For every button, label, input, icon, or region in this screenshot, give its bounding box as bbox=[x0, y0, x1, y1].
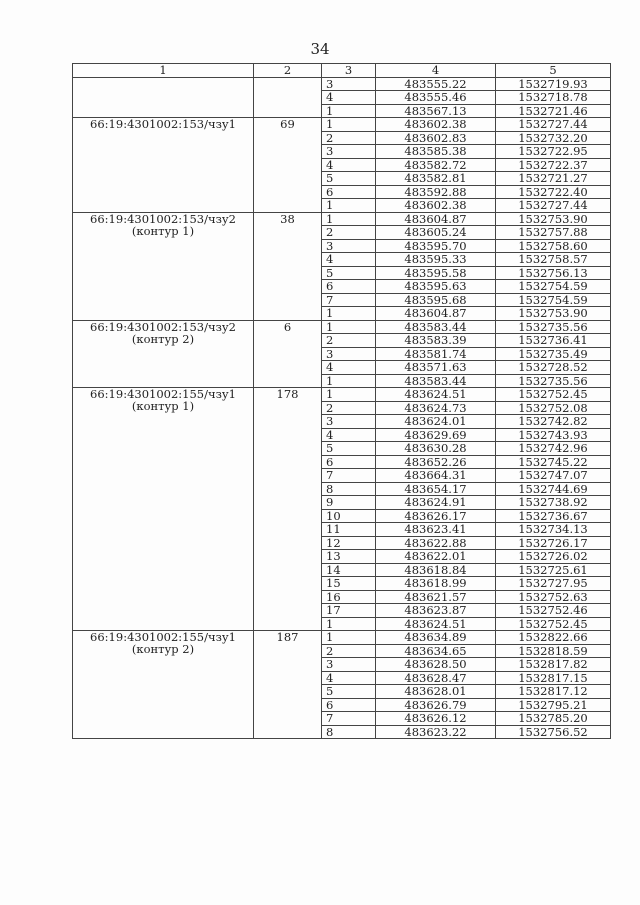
table-body bbox=[73, 77, 611, 739]
coord-x: 483623.41 bbox=[376, 523, 496, 537]
coord-y: 1532722.95 bbox=[496, 145, 611, 159]
coord-x: 483605.24 bbox=[376, 226, 496, 240]
coord-x: 483595.58 bbox=[376, 266, 496, 280]
coord-y: 1532727.44 bbox=[496, 118, 611, 132]
coord-y: 1532752.45 bbox=[496, 388, 611, 402]
point-number: 8 bbox=[322, 482, 376, 496]
coord-x: 483628.47 bbox=[376, 671, 496, 685]
coord-y: 1532742.96 bbox=[496, 442, 611, 456]
coord-y: 1532818.59 bbox=[496, 644, 611, 658]
coord-x: 483652.26 bbox=[376, 455, 496, 469]
coord-x: 483623.87 bbox=[376, 604, 496, 618]
point-number: 6 bbox=[322, 185, 376, 199]
coord-x: 483626.17 bbox=[376, 509, 496, 523]
coord-x: 483618.84 bbox=[376, 563, 496, 577]
point-number: 5 bbox=[322, 685, 376, 699]
coord-x: 483555.46 bbox=[376, 91, 496, 105]
parcel-id: 66:19:4301002:155/чзу1 bbox=[90, 630, 236, 644]
coord-y: 1532752.45 bbox=[496, 617, 611, 631]
coord-y: 1532728.52 bbox=[496, 361, 611, 375]
point-number: 1 bbox=[322, 617, 376, 631]
coord-x: 483592.88 bbox=[376, 185, 496, 199]
coord-x: 483634.89 bbox=[376, 631, 496, 645]
point-number: 6 bbox=[322, 698, 376, 712]
coord-x: 483582.72 bbox=[376, 158, 496, 172]
coord-x: 483595.68 bbox=[376, 293, 496, 307]
point-number: 11 bbox=[322, 523, 376, 537]
parcel-id: 66:19:4301002:153/чзу2 bbox=[90, 212, 236, 226]
point-number: 15 bbox=[322, 577, 376, 591]
coord-x: 483595.70 bbox=[376, 239, 496, 253]
point-number: 6 bbox=[322, 455, 376, 469]
coord-x: 483595.33 bbox=[376, 253, 496, 267]
point-number: 7 bbox=[322, 293, 376, 307]
coord-y: 1532736.67 bbox=[496, 509, 611, 523]
point-number: 1 bbox=[322, 199, 376, 213]
point-number: 2 bbox=[322, 226, 376, 240]
coord-y: 1532738.92 bbox=[496, 496, 611, 510]
coord-x: 483581.74 bbox=[376, 347, 496, 361]
point-number: 4 bbox=[322, 253, 376, 267]
coord-y: 1532752.46 bbox=[496, 604, 611, 618]
point-number: 12 bbox=[322, 536, 376, 550]
coord-y: 1532758.60 bbox=[496, 239, 611, 253]
coord-x: 483604.87 bbox=[376, 307, 496, 321]
coord-x: 483582.81 bbox=[376, 172, 496, 186]
coord-x: 483624.51 bbox=[376, 388, 496, 402]
point-number: 16 bbox=[322, 590, 376, 604]
coord-x: 483583.44 bbox=[376, 320, 496, 334]
point-number: 4 bbox=[322, 158, 376, 172]
point-number: 2 bbox=[322, 401, 376, 415]
column-header: 5 bbox=[496, 64, 611, 78]
point-number: 1 bbox=[322, 212, 376, 226]
parcel-id-cell bbox=[73, 631, 254, 739]
point-number: 2 bbox=[322, 131, 376, 145]
parcel-area bbox=[254, 77, 322, 118]
coord-x: 483618.99 bbox=[376, 577, 496, 591]
coord-y: 1532745.22 bbox=[496, 455, 611, 469]
coord-y: 1532735.56 bbox=[496, 374, 611, 388]
coord-y: 1532817.15 bbox=[496, 671, 611, 685]
coord-x: 483624.73 bbox=[376, 401, 496, 415]
coord-x: 483629.69 bbox=[376, 428, 496, 442]
coord-x: 483628.50 bbox=[376, 658, 496, 672]
coord-x: 483595.63 bbox=[376, 280, 496, 294]
coord-x: 483624.01 bbox=[376, 415, 496, 429]
coord-y: 1532752.08 bbox=[496, 401, 611, 415]
coord-x: 483585.38 bbox=[376, 145, 496, 159]
coord-y: 1532795.21 bbox=[496, 698, 611, 712]
coord-x: 483602.38 bbox=[376, 118, 496, 132]
coord-x: 483583.44 bbox=[376, 374, 496, 388]
coord-x: 483602.38 bbox=[376, 199, 496, 213]
coord-y: 1532736.41 bbox=[496, 334, 611, 348]
parcel-area: 38 bbox=[254, 212, 322, 320]
coord-x: 483555.22 bbox=[376, 77, 496, 91]
parcel-contour: (контур 2) bbox=[131, 642, 195, 656]
point-number: 3 bbox=[322, 239, 376, 253]
coord-x: 483602.83 bbox=[376, 131, 496, 145]
coord-y: 1532754.59 bbox=[496, 293, 611, 307]
point-number: 7 bbox=[322, 712, 376, 726]
point-number: 4 bbox=[322, 671, 376, 685]
coord-y: 1532725.61 bbox=[496, 563, 611, 577]
parcel-id-cell bbox=[73, 212, 254, 320]
coord-y: 1532752.63 bbox=[496, 590, 611, 604]
coord-x: 483626.12 bbox=[376, 712, 496, 726]
coord-x: 483621.57 bbox=[376, 590, 496, 604]
table-row bbox=[73, 77, 611, 91]
coord-y: 1532721.46 bbox=[496, 104, 611, 118]
coord-y: 1532817.82 bbox=[496, 658, 611, 672]
point-number: 17 bbox=[322, 604, 376, 618]
column-header: 2 bbox=[254, 64, 322, 78]
point-number: 3 bbox=[322, 415, 376, 429]
parcel-id: 66:19:4301002:153/чзу1 bbox=[90, 117, 236, 131]
column-header: 4 bbox=[376, 64, 496, 78]
table-row bbox=[73, 320, 611, 334]
point-number: 3 bbox=[322, 347, 376, 361]
coord-y: 1532756.52 bbox=[496, 725, 611, 739]
parcel-contour: (контур 1) bbox=[131, 223, 195, 238]
coord-y: 1532719.93 bbox=[496, 77, 611, 91]
coord-y: 1532758.57 bbox=[496, 253, 611, 267]
table-header-row bbox=[73, 64, 611, 78]
coord-x: 483626.79 bbox=[376, 698, 496, 712]
point-number: 1 bbox=[322, 118, 376, 132]
point-number: 3 bbox=[322, 658, 376, 672]
coord-x: 483624.51 bbox=[376, 617, 496, 631]
coord-y: 1532744.69 bbox=[496, 482, 611, 496]
coord-x: 483630.28 bbox=[376, 442, 496, 456]
coord-y: 1532742.82 bbox=[496, 415, 611, 429]
parcel-id-cell bbox=[73, 118, 254, 213]
page-number: 34 bbox=[310, 40, 330, 58]
coord-y: 1532817.12 bbox=[496, 685, 611, 699]
point-number: 13 bbox=[322, 550, 376, 564]
coord-x: 483604.87 bbox=[376, 212, 496, 226]
point-number: 6 bbox=[322, 280, 376, 294]
coord-x: 483634.65 bbox=[376, 644, 496, 658]
point-number: 14 bbox=[322, 563, 376, 577]
point-number: 1 bbox=[322, 307, 376, 321]
point-number: 10 bbox=[322, 509, 376, 523]
coord-y: 1532743.93 bbox=[496, 428, 611, 442]
point-number: 5 bbox=[322, 266, 376, 280]
table-row bbox=[73, 212, 611, 226]
column-header: 3 bbox=[322, 64, 376, 78]
coord-y: 1532754.59 bbox=[496, 280, 611, 294]
coord-y: 1532722.40 bbox=[496, 185, 611, 199]
parcel-area: 187 bbox=[254, 631, 322, 739]
coord-y: 1532753.90 bbox=[496, 212, 611, 226]
point-number: 7 bbox=[322, 469, 376, 483]
point-number: 3 bbox=[322, 77, 376, 91]
point-number: 5 bbox=[322, 172, 376, 186]
coord-x: 483622.01 bbox=[376, 550, 496, 564]
parcel-id-cell bbox=[73, 388, 254, 631]
point-number: 2 bbox=[322, 334, 376, 348]
parcel-contour: (контур 2) bbox=[131, 331, 195, 346]
point-number: 4 bbox=[322, 428, 376, 442]
column-header: 1 bbox=[73, 64, 254, 78]
coord-y: 1532734.13 bbox=[496, 523, 611, 537]
coord-y: 1532753.90 bbox=[496, 307, 611, 321]
coord-y: 1532718.78 bbox=[496, 91, 611, 105]
point-number: 1 bbox=[322, 631, 376, 645]
point-number: 3 bbox=[322, 145, 376, 159]
coord-x: 483624.91 bbox=[376, 496, 496, 510]
parcel-id-cell bbox=[73, 320, 254, 388]
parcel-area: 6 bbox=[254, 320, 322, 388]
point-number: 1 bbox=[322, 374, 376, 388]
point-number: 4 bbox=[322, 91, 376, 105]
coord-y: 1532721.27 bbox=[496, 172, 611, 186]
coord-y: 1532747.07 bbox=[496, 469, 611, 483]
parcel-id: 66:19:4301002:153/чзу2 bbox=[90, 320, 236, 334]
parcel-id: 66:19:4301002:155/чзу1 bbox=[90, 387, 236, 401]
table-row bbox=[73, 118, 611, 132]
point-number: 2 bbox=[322, 644, 376, 658]
coord-y: 1532722.37 bbox=[496, 158, 611, 172]
coord-y: 1532785.20 bbox=[496, 712, 611, 726]
coord-y: 1532735.56 bbox=[496, 320, 611, 334]
coord-x: 483567.13 bbox=[376, 104, 496, 118]
coordinates-table bbox=[72, 63, 611, 739]
coord-y: 1532756.13 bbox=[496, 266, 611, 280]
coord-y: 1532727.44 bbox=[496, 199, 611, 213]
coord-x: 483622.88 bbox=[376, 536, 496, 550]
coord-y: 1532732.20 bbox=[496, 131, 611, 145]
point-number: 8 bbox=[322, 725, 376, 739]
coord-x: 483571.63 bbox=[376, 361, 496, 375]
point-number: 5 bbox=[322, 442, 376, 456]
coord-x: 483664.31 bbox=[376, 469, 496, 483]
coord-y: 1532727.95 bbox=[496, 577, 611, 591]
parcel-contour: (контур 1) bbox=[131, 399, 195, 413]
parcel-area: 69 bbox=[254, 118, 322, 213]
point-number: 4 bbox=[322, 361, 376, 375]
parcel-id-cell bbox=[73, 77, 254, 118]
coord-y: 1532735.49 bbox=[496, 347, 611, 361]
coord-y: 1532822.66 bbox=[496, 631, 611, 645]
table-row bbox=[73, 631, 611, 645]
point-number: 1 bbox=[322, 104, 376, 118]
coord-x: 483628.01 bbox=[376, 685, 496, 699]
point-number: 9 bbox=[322, 496, 376, 510]
table-row bbox=[73, 388, 611, 402]
coord-y: 1532726.17 bbox=[496, 536, 611, 550]
coord-x: 483583.39 bbox=[376, 334, 496, 348]
coord-x: 483654.17 bbox=[376, 482, 496, 496]
parcel-area: 178 bbox=[254, 388, 322, 631]
point-number: 1 bbox=[322, 320, 376, 334]
coord-y: 1532726.02 bbox=[496, 550, 611, 564]
coord-y: 1532757.88 bbox=[496, 226, 611, 240]
coord-x: 483623.22 bbox=[376, 725, 496, 739]
point-number: 1 bbox=[322, 388, 376, 402]
